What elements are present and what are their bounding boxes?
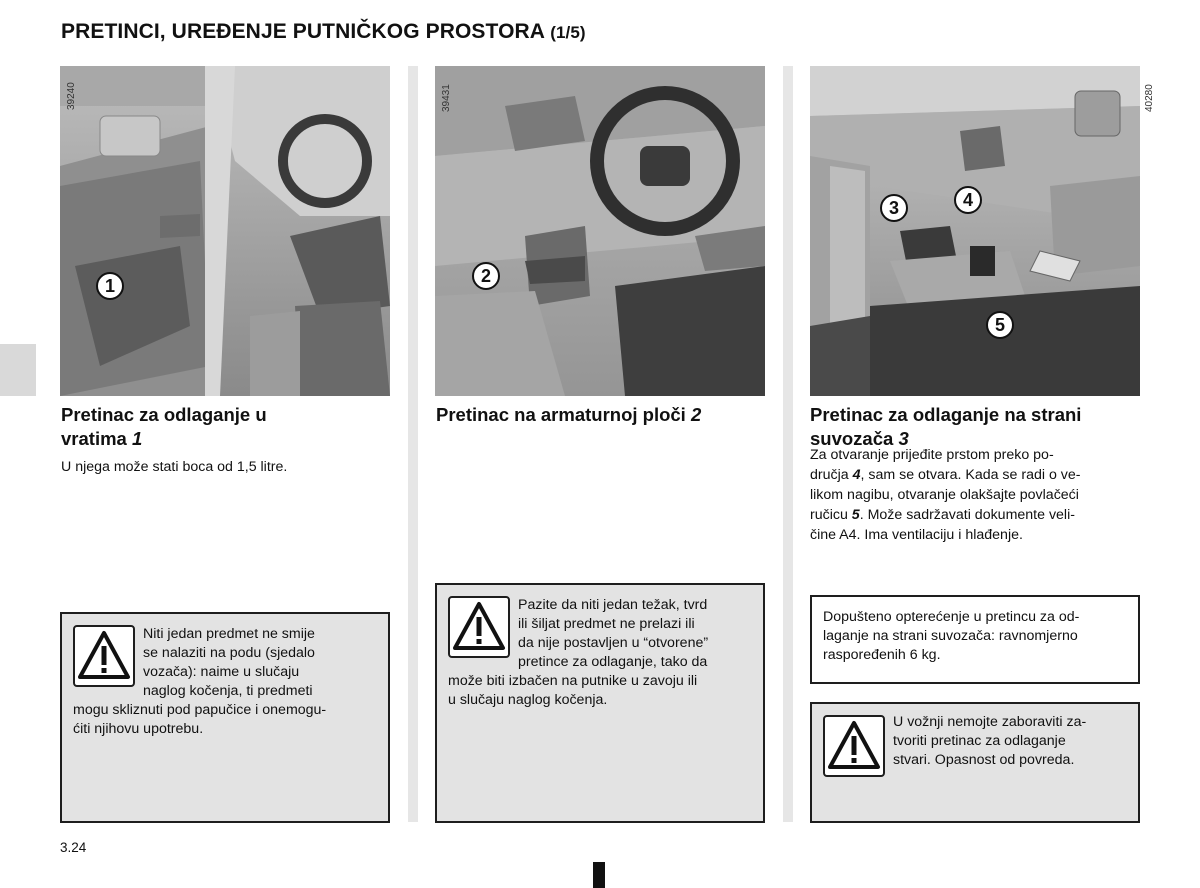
ref-number: 4: [852, 467, 861, 483]
info-line: raspoređenih 6 kg.: [823, 647, 941, 663]
heading-text: Pretinac na armaturnoj ploči: [436, 404, 686, 425]
photo-code: 40280: [1144, 84, 1155, 112]
text-span: ručicu: [810, 507, 852, 523]
photo-code: 39240: [66, 82, 77, 110]
warning-line: da nije postavljen u “otvorene”: [518, 635, 709, 651]
page-title-part: (1/5): [550, 23, 586, 42]
door-pocket-photo: [60, 66, 390, 396]
warning-text: [73, 701, 377, 739]
warning-text: [518, 596, 751, 672]
callout-2: 2: [472, 262, 500, 290]
text-line: likom nagibu, otvaranje olakšajte povlačeći: [810, 487, 1079, 503]
warning-icon: [823, 715, 885, 777]
warning-line: vozača): naime u slučaju: [143, 664, 300, 680]
text-span: , sam se otvara. Kada se radi o ve-: [860, 467, 1081, 483]
warning-line: mogu skliznuti pod papučice i onemogu-: [73, 702, 327, 718]
heading-number: 1: [131, 428, 143, 449]
heading-number: 3: [898, 428, 909, 449]
heading-number: 2: [690, 404, 702, 425]
info-line: laganje na strani suvozača: ravnomjerno: [823, 628, 1078, 644]
heading-line: Pretinac za odlaganje na strani: [810, 404, 1082, 425]
dashboard-storage-heading: [436, 403, 701, 427]
info-text: [823, 608, 1127, 665]
warning-line: Niti jedan predmet ne smije: [143, 626, 315, 642]
dashboard-storage-photo: [435, 66, 765, 396]
callout-4: 4: [954, 186, 982, 214]
passenger-storage-text: [810, 445, 1140, 545]
page-marker: [593, 862, 605, 888]
text-line: [810, 505, 1140, 525]
info-line: Dopušteno opterećenje u pretincu za od-: [823, 609, 1080, 625]
warning-line: se nalaziti na podu (sjedalo: [143, 645, 315, 661]
warning-line: može biti izbačen na putnike u zavoju ili: [448, 673, 698, 689]
warning-line: u slučaju naglog kočenja.: [448, 692, 608, 708]
callout-3: 3: [880, 194, 908, 222]
callout-5: 5: [986, 311, 1014, 339]
warning-line: pretince za odlaganje, tako da: [518, 654, 708, 670]
info-box: [810, 595, 1140, 684]
door-pocket-text: U njega može stati boca od 1,5 litre.: [61, 459, 288, 475]
heading-line: Pretinac za odlaganje u: [61, 404, 267, 425]
warning-line: ili šiljat predmet ne prelazi ili: [518, 616, 695, 632]
warning-box: [810, 702, 1140, 823]
warning-text: [143, 625, 376, 701]
warning-line: naglog kočenja, ti predmeti: [143, 683, 313, 699]
heading-text: suvozača: [810, 428, 894, 449]
text-line: Za otvaranje prijeđite prstom preko po-: [810, 447, 1054, 463]
warning-text: [893, 713, 1126, 770]
warning-line: ćiti njihovu upotrebu.: [73, 721, 204, 737]
heading-line: [61, 427, 267, 451]
door-pocket-heading: [61, 403, 267, 451]
passenger-storage-photo: [810, 66, 1140, 396]
passenger-storage-heading: [810, 403, 1081, 451]
text-line: čine A4. Ima ventilaciju i hlađenje.: [810, 527, 1023, 543]
page-number: 3.24: [60, 840, 87, 855]
warning-text: [448, 672, 752, 710]
warning-line: U vožnji nemojte zaboraviti za-: [893, 714, 1087, 730]
page-title: [61, 20, 586, 44]
ref-number: 5: [851, 507, 860, 523]
warning-box: [435, 583, 765, 823]
page-title-main: PRETINCI, UREĐENJE PUTNIČKOG PROSTORA: [61, 20, 545, 43]
heading-text: vratima: [61, 428, 127, 449]
warning-icon: [448, 596, 510, 658]
warning-line: stvari. Opasnost od povreda.: [893, 752, 1075, 768]
warning-box: [60, 612, 390, 823]
warning-line: Pazite da niti jedan težak, tvrd: [518, 597, 708, 613]
warning-icon: [73, 625, 135, 687]
callout-1: 1: [96, 272, 124, 300]
column-divider: [408, 66, 418, 822]
warning-line: tvoriti pretinac za odlaganje: [893, 733, 1066, 749]
text-span: dručja: [810, 467, 853, 483]
section-tab: [0, 344, 36, 396]
text-line: [810, 465, 1140, 485]
text-span: . Može sadržavati dokumente veli-: [859, 507, 1075, 523]
photo-code: 39431: [441, 84, 452, 112]
column-divider: [783, 66, 793, 822]
